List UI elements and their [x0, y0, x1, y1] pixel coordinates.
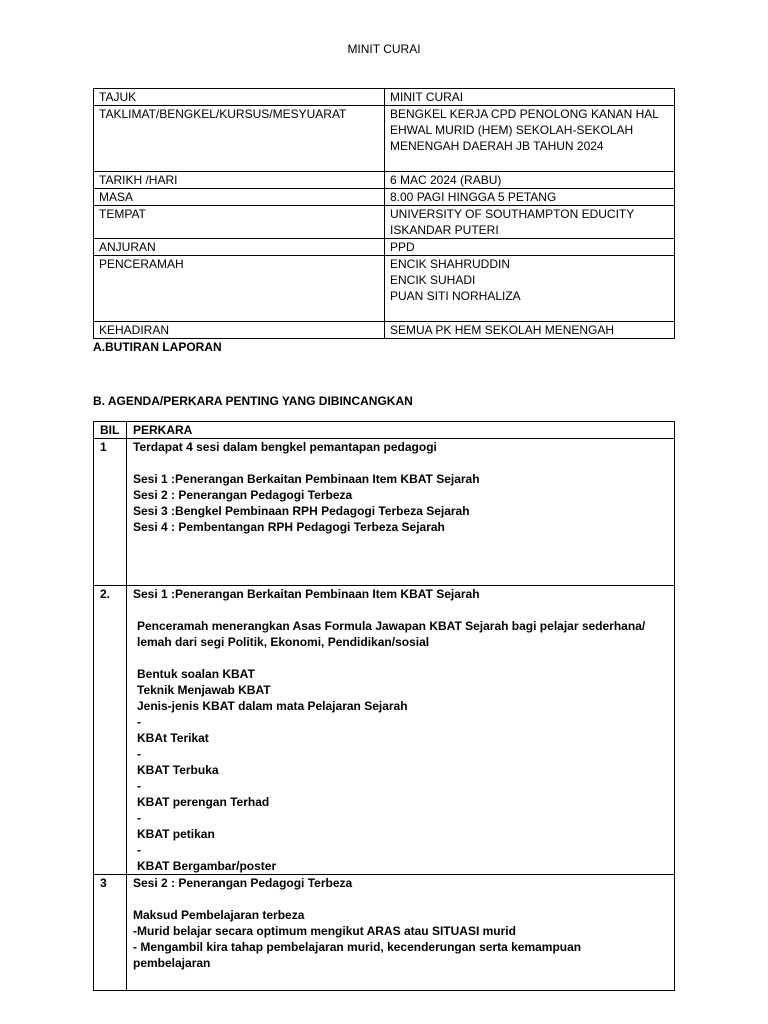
bullet-item: - KBAT perengan Terhad — [137, 779, 270, 809]
info-row-tajuk — [94, 89, 675, 106]
info-label: TAKLIMAT/BENGKEL/KURSUS/MESYUARAT — [94, 106, 385, 172]
session-item: Sesi 3 :Bengkel Pembinaan RPH Pedagogi Terbeza Sejarah — [133, 504, 470, 518]
info-label: MASA — [94, 189, 385, 206]
agenda-row-3 — [94, 875, 675, 991]
info-label: KEHADIRAN — [94, 322, 385, 339]
bil-header: BIL — [94, 422, 127, 439]
page-title: MINIT CURAI — [347, 42, 421, 56]
agenda-row-1 — [94, 439, 675, 586]
info-row-kehadiran — [94, 322, 675, 339]
agenda-bil: 1 — [94, 439, 127, 586]
info-row-tarikh — [94, 172, 675, 189]
agenda-bil: 3 — [94, 875, 127, 991]
agenda-heading: Sesi 1 :Penerangan Berkaitan Pembinaan Item KBAT Sejarah — [133, 587, 480, 601]
session-item: Sesi 2 : Penerangan Pedagogi Terbeza — [133, 488, 353, 502]
agenda-intro: Terdapat 4 sesi dalam bengkel pemantapan pedagogi — [133, 440, 437, 454]
agenda-table — [93, 421, 675, 991]
info-row-taklimat — [94, 106, 675, 172]
info-value: ENCIK SHAHRUDDIN ENCIK SUHADI PUAN SITI NORHALIZA — [385, 256, 675, 322]
section-a-heading: A.BUTIRAN LAPORAN — [93, 340, 222, 354]
info-label: TAJUK — [94, 89, 385, 106]
agenda-line: -Murid belajar secara optimum mengikut ARAS atau SITUASI murid — [133, 924, 516, 938]
info-value: SEMUA PK HEM SEKOLAH MENENGAH — [385, 322, 675, 339]
perkara-header: PERKARA — [127, 422, 675, 439]
info-row-penceramah — [94, 256, 675, 322]
topic-item: Jenis-jenis KBAT dalam mata Pelajaran Sejarah — [137, 699, 408, 713]
info-label: ANJURAN — [94, 239, 385, 256]
agenda-header-row — [94, 422, 675, 439]
info-label: TARIKH /HARI — [94, 172, 385, 189]
session-item: Sesi 4 : Pembentangan RPH Pedagogi Terbeza Sejarah — [133, 520, 445, 534]
topic-item: Teknik Menjawab KBAT — [137, 683, 271, 697]
bullet-item: - KBAt Terikat — [137, 715, 209, 745]
info-row-anjuran — [94, 239, 675, 256]
agenda-line: - Mengambil kira tahap pembelajaran murid, kecenderungan serta kemampuan — [133, 940, 582, 954]
info-label: TEMPAT — [94, 206, 385, 239]
info-label: PENCERAMAH — [94, 256, 385, 322]
agenda-row-2 — [94, 586, 675, 875]
agenda-line: pembelajaran — [133, 956, 211, 970]
agenda-paragraph: Penceramah menerangkan Asas Formula Jawapan KBAT Sejarah bagi pelajar sederhana/ — [137, 619, 646, 633]
bullet-item: - KBAT Terbuka — [137, 747, 219, 777]
session-item: Sesi 1 :Penerangan Berkaitan Pembinaan Item KBAT Sejarah — [133, 472, 480, 486]
agenda-content — [127, 586, 675, 875]
bullet-item: - KBAT petikan — [137, 811, 215, 841]
info-row-tempat — [94, 206, 675, 239]
info-value: UNIVERSITY OF SOUTHAMPTON EDUCITY ISKANDAR PUTERI — [385, 206, 675, 239]
info-value: 6 MAC 2024 (RABU) — [385, 172, 675, 189]
info-value: BENGKEL KERJA CPD PENOLONG KANAN HAL EHWAL MURID (HEM) SEKOLAH-SEKOLAH MENENGAH DAERAH JB TAHUN 2024 — [385, 106, 675, 172]
agenda-content — [127, 875, 675, 991]
agenda-content — [127, 439, 675, 586]
section-b-heading: B. AGENDA/PERKARA PENTING YANG DIBINCANGKAN — [93, 394, 413, 408]
agenda-bil: 2. — [94, 586, 127, 875]
agenda-heading: Sesi 2 : Penerangan Pedagogi Terbeza — [133, 876, 353, 890]
info-value: PPD — [385, 239, 675, 256]
topic-item: Bentuk soalan KBAT — [137, 667, 255, 681]
info-row-masa — [94, 189, 675, 206]
bullet-item: - KBAT Bergambar/poster — [137, 843, 277, 873]
agenda-paragraph: lemah dari segi Politik, Ekonomi, Pendidikan/sosial — [137, 635, 430, 649]
info-table — [93, 88, 675, 339]
agenda-subheading: Maksud Pembelajaran terbeza — [133, 908, 305, 922]
info-value: MINIT CURAI — [385, 89, 675, 106]
info-value: 8.00 PAGI HINGGA 5 PETANG — [385, 189, 675, 206]
